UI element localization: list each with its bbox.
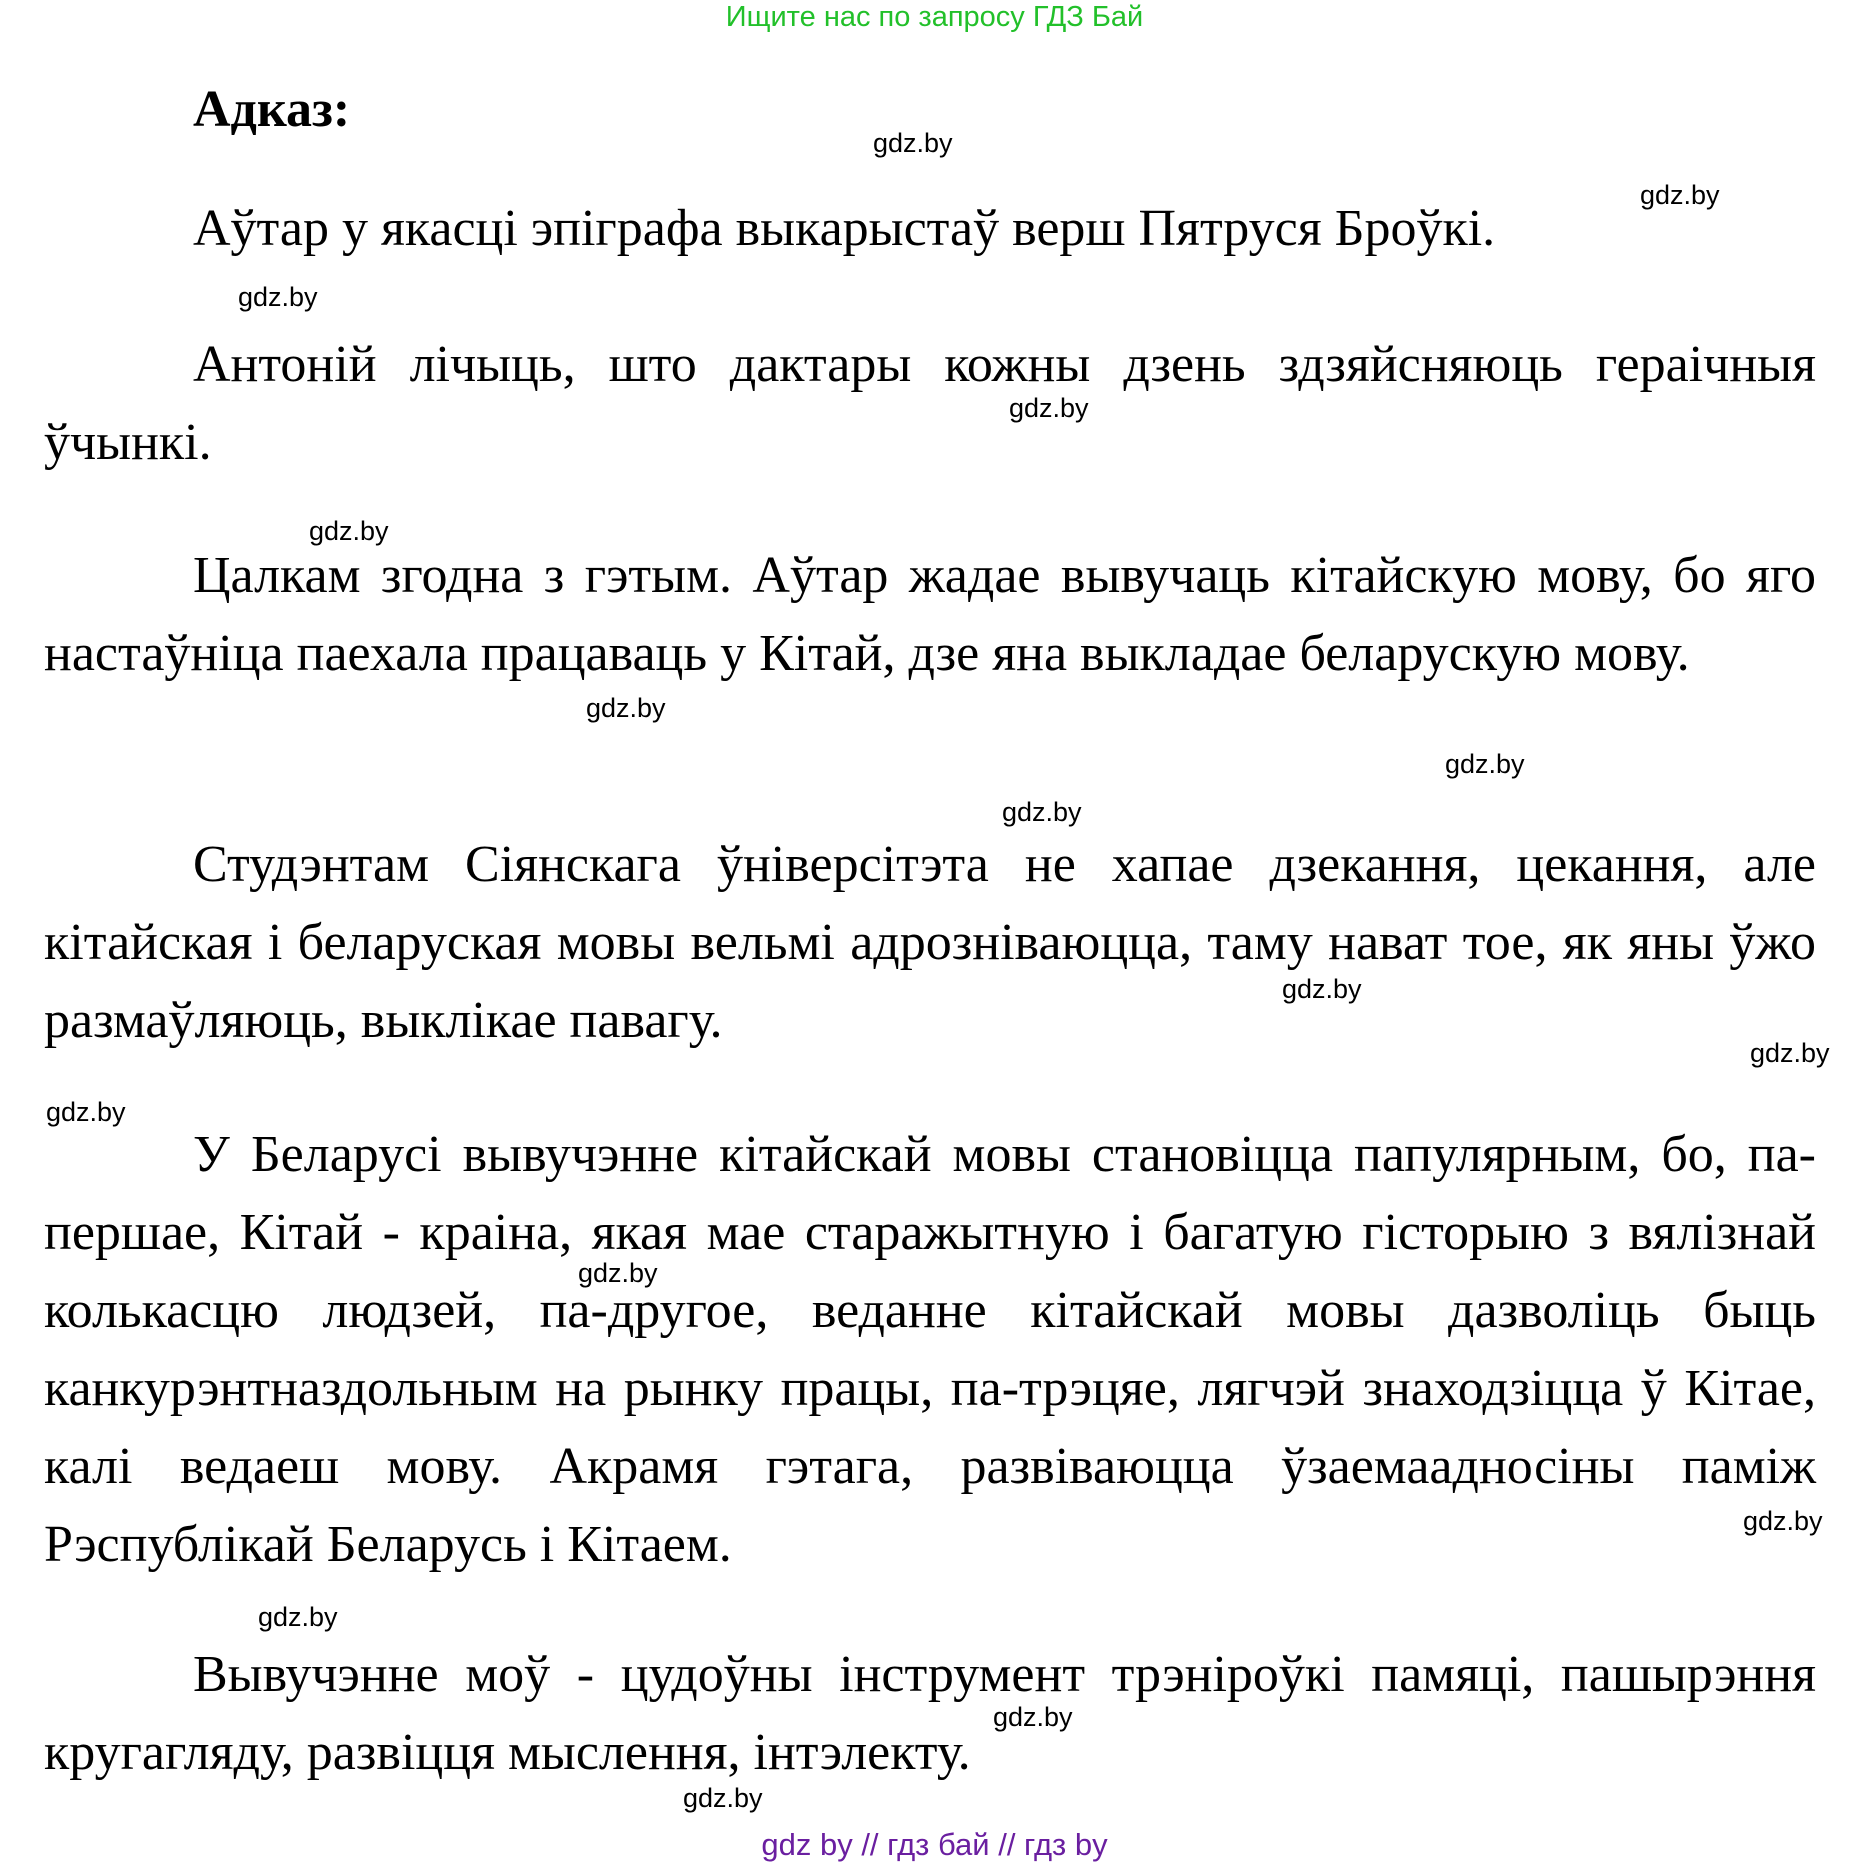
watermark: gdz.by — [578, 1258, 658, 1288]
watermark: gdz.by — [873, 128, 953, 158]
watermark: gdz.by — [258, 1602, 338, 1632]
paragraph-1: Аўтар у якасці эпіграфа выкарыстаў верш Пятруся Броўкі. — [193, 200, 1496, 257]
paragraph-2: Антоній лічыць, што дактары кожны дзень здзяйсняюць гераічныя ўчынкі. — [44, 336, 1816, 471]
watermark: gdz.by — [586, 693, 666, 723]
paragraph-5: У Беларусі вывучэнне кітайскай мовы становіцца папулярным, бо, па- першае, Кітай - краіна, якая мае старажытную і багатую гісторыю з вялізнай колькасцю людзей, па-другое, веданне кітайскай мовы дазволіць быць канкурэнтназдольным на рынку працы, па-трэцяе, лягчэй знаходзіцца ў Кітае, калі ведаеш мову. Акрамя гэтага, развіваюцца ўзаемаадносіны паміж Рэспублікай Беларусь і Кітаем. — [44, 1126, 1816, 1573]
watermark: gdz.by — [1282, 974, 1362, 1004]
footer-links: gdz by // гдз бай // гдз by — [761, 1827, 1108, 1862]
watermark: gdz.by — [993, 1702, 1073, 1732]
watermark: gdz.by — [1750, 1038, 1830, 1068]
paragraph-6: Вывучэнне моў - цудоўны інструмент трэніроўкі памяці, пашырэння кругагляду, развіцця мыслення, інтэлекту. — [44, 1646, 1816, 1781]
watermark: gdz.by — [1640, 180, 1720, 210]
watermark: gdz.by — [1009, 393, 1089, 423]
watermark: gdz.by — [683, 1783, 763, 1813]
watermark: gdz.by — [309, 516, 389, 546]
top-banner: Ищите нас по запросу ГДЗ Бай — [725, 1, 1144, 33]
answer-heading: Адказ: — [193, 81, 351, 138]
watermark: gdz.by — [238, 282, 318, 312]
watermark: gdz.by — [1002, 797, 1082, 827]
paragraph-3: Цалкам згодна з гэтым. Аўтар жадае вывучаць кітайскую мову, бо яго настаўніца паехала працаваць у Кітай, дзе яна выкладае беларускую мову. — [44, 547, 1816, 682]
watermark: gdz.by — [46, 1097, 126, 1127]
paragraph-4: Студэнтам Сіянскага ўніверсітэта не хапае дзекання, цекання, але кітайская і беларуская мовы вельмі адрозніваюцца, таму нават тое, як яны ўжо размаўляюць, выклікае павагу. — [44, 836, 1816, 1049]
watermark: gdz.by — [1445, 749, 1525, 779]
watermark: gdz.by — [1743, 1506, 1823, 1536]
